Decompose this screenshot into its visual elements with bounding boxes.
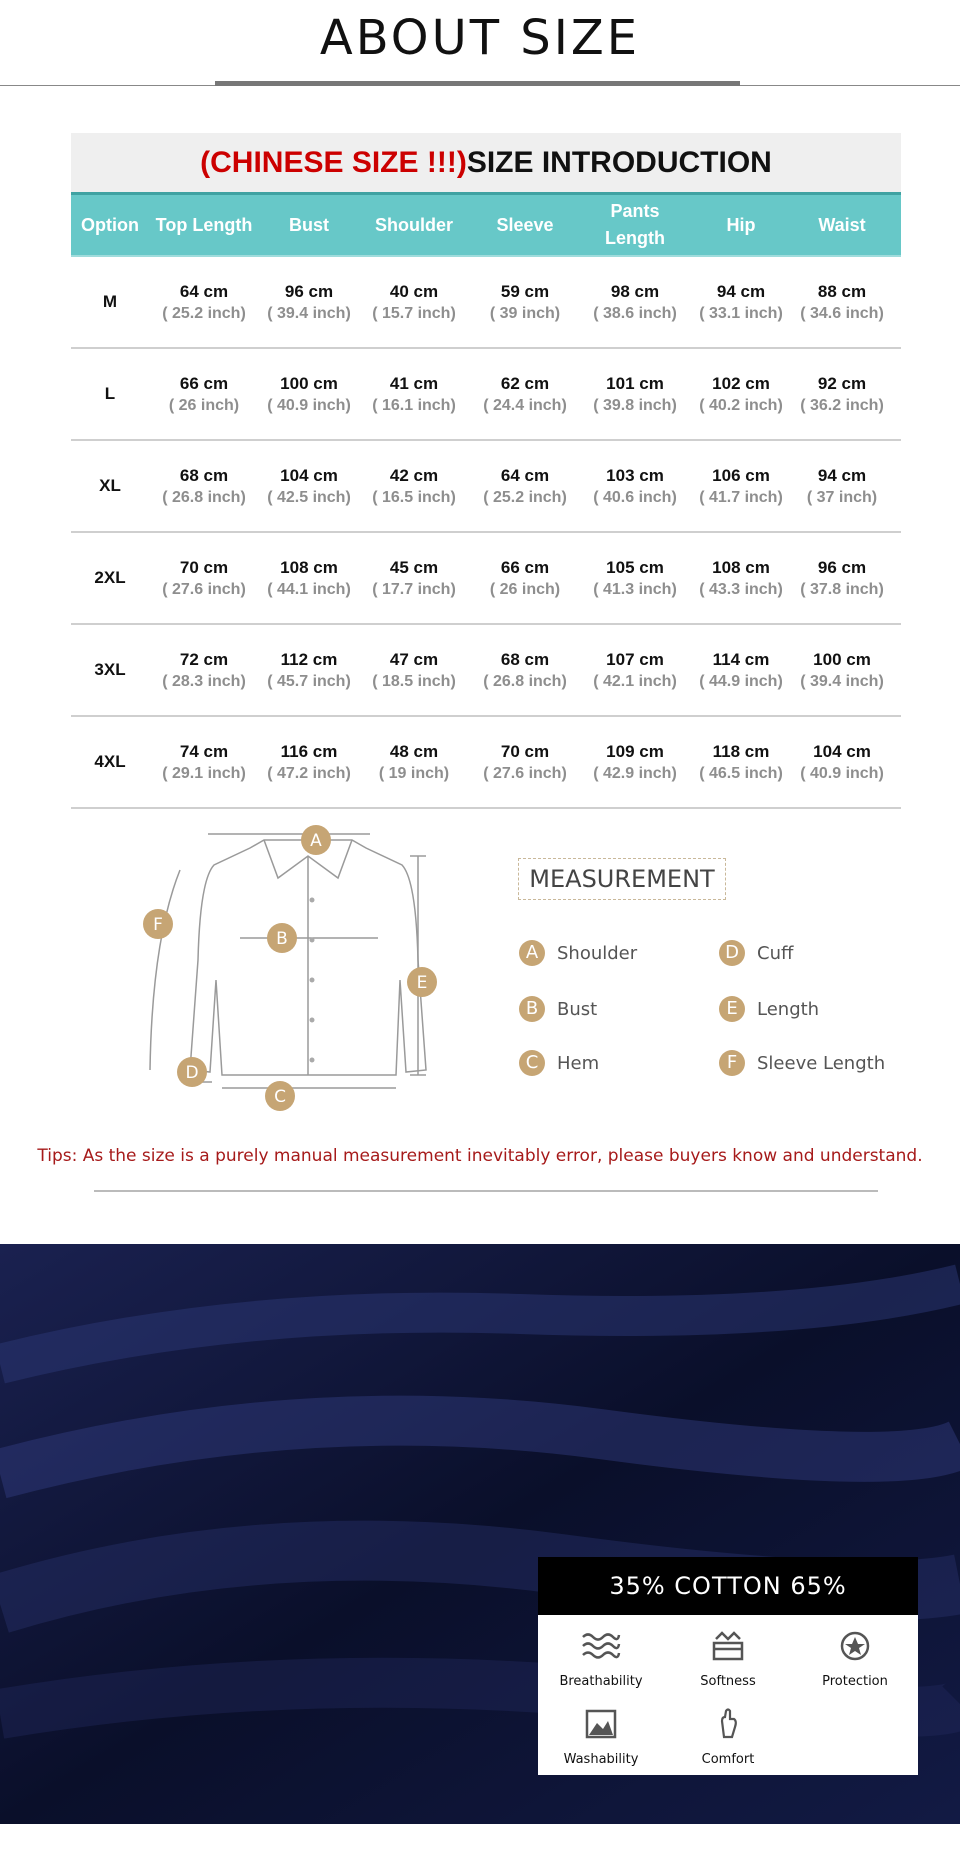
cm-value: 114 cm	[712, 649, 770, 669]
measurement-cell	[469, 441, 581, 531]
size-label-cell	[71, 625, 149, 715]
measurement-cell	[359, 625, 469, 715]
legend-item-hem	[519, 1050, 599, 1076]
measurement-cell	[793, 625, 891, 715]
measurement-cell	[259, 349, 359, 439]
inch-value: ( 34.6 inch)	[800, 304, 884, 322]
cm-value: 94 cm	[817, 465, 867, 485]
feature-label: Softness	[700, 1674, 756, 1689]
cm-value: 107 cm	[606, 649, 664, 669]
cm-value: 64 cm	[500, 465, 550, 485]
cm-value: 68 cm	[500, 649, 550, 669]
shirt-outline-icon	[150, 830, 426, 1088]
inch-value: ( 38.6 inch)	[593, 304, 677, 322]
cm-value: 66 cm	[179, 373, 229, 393]
feature-label: Comfort	[701, 1752, 755, 1767]
size-label-cell	[71, 533, 149, 623]
cm-value: 47 cm	[389, 649, 439, 669]
inch-value: ( 26.8 inch)	[483, 672, 567, 690]
measurement-cell	[793, 441, 891, 531]
measurement-cell	[359, 349, 469, 439]
size-label-cell	[71, 349, 149, 439]
inch-value: ( 40.9 inch)	[267, 396, 351, 414]
measurement-cell	[581, 533, 689, 623]
measurement-cell	[359, 257, 469, 347]
inch-value: ( 16.5 inch)	[372, 488, 456, 506]
legend-label: Sleeve Length	[757, 1052, 886, 1074]
legend-marker: E	[719, 996, 745, 1022]
cm-value: 42 cm	[389, 465, 439, 485]
cm-value: 116 cm	[280, 741, 338, 761]
measurement-cell	[359, 717, 469, 807]
table-row	[71, 349, 901, 441]
measurement-cell	[469, 625, 581, 715]
protection-icon	[835, 1629, 875, 1663]
legend-label: Length	[757, 998, 820, 1020]
feature-washability	[538, 1707, 664, 1767]
measurement-cell	[793, 533, 891, 623]
cm-value: 108 cm	[280, 557, 338, 577]
measurement-cell	[581, 625, 689, 715]
inch-value: ( 47.2 inch)	[267, 764, 351, 782]
inch-value: ( 42.5 inch)	[267, 488, 351, 506]
measurement-cell	[259, 441, 359, 531]
cm-value: 48 cm	[389, 741, 439, 761]
inch-value: ( 24.4 inch)	[483, 396, 567, 414]
measurement-cell	[793, 257, 891, 347]
measurement-cell	[359, 533, 469, 623]
tips-text: Tips: As the size is a purely manual measurement inevitably error, please buyers know and understand.	[37, 1146, 923, 1166]
measurement-cell	[581, 441, 689, 531]
inch-value: ( 26 inch)	[489, 580, 561, 598]
inch-value: ( 41.3 inch)	[593, 580, 677, 598]
cm-value: 64 cm	[179, 281, 229, 301]
cm-value: 72 cm	[179, 649, 229, 669]
legend-item-cuff	[719, 940, 793, 966]
shirt-buttons	[310, 898, 315, 1063]
measurement-cell	[359, 441, 469, 531]
column-header-top-length: Top Length	[155, 214, 253, 235]
cm-value: 88 cm	[817, 281, 867, 301]
shirt-measurement-diagram	[130, 820, 450, 1120]
inch-value: ( 28.3 inch)	[162, 672, 246, 690]
measurement-cell	[581, 257, 689, 347]
page-title: ABOUT SIZE	[319, 10, 641, 66]
cm-value: 103 cm	[606, 465, 664, 485]
marker-d-label: D	[185, 1063, 199, 1083]
inch-value: ( 26 inch)	[168, 396, 240, 414]
measurement-cell	[581, 349, 689, 439]
inch-value: ( 40.9 inch)	[800, 764, 884, 782]
legend-marker: B	[519, 996, 545, 1022]
measurement-cell	[259, 533, 359, 623]
legend-marker: F	[719, 1050, 745, 1076]
column-header-hip: Hip	[726, 214, 756, 235]
feature-breathability	[538, 1629, 664, 1689]
table-row	[71, 441, 901, 533]
cm-value: 112 cm	[280, 649, 338, 669]
cm-value: 96 cm	[284, 281, 334, 301]
chinese-size-note: (CHINESE SIZE !!!)	[200, 146, 467, 179]
cm-value: 40 cm	[389, 281, 439, 301]
measurement-cell	[259, 717, 359, 807]
inch-value: ( 19 inch)	[378, 764, 450, 782]
inch-value: ( 36.2 inch)	[800, 396, 884, 414]
cm-value: 106 cm	[712, 465, 770, 485]
composition-title: 35% COTTON 65%	[538, 1557, 918, 1615]
inch-value: ( 33.1 inch)	[699, 304, 783, 322]
inch-value: ( 39.4 inch)	[267, 304, 351, 322]
washability-icon	[581, 1707, 621, 1741]
legend-item-sleeve-length	[719, 1050, 885, 1076]
cm-value: 45 cm	[389, 557, 439, 577]
header-underline-bar	[215, 81, 740, 86]
tips-divider	[94, 1190, 878, 1192]
measurement-cell	[793, 717, 891, 807]
inch-value: ( 27.6 inch)	[483, 764, 567, 782]
legend-label: Bust	[557, 998, 598, 1020]
size-label-cell	[71, 257, 149, 347]
size-label: L	[104, 384, 116, 403]
feature-label: Protection	[822, 1674, 888, 1689]
inch-value: ( 16.1 inch)	[372, 396, 456, 414]
inch-value: ( 26.8 inch)	[162, 488, 246, 506]
inch-value: ( 17.7 inch)	[372, 580, 456, 598]
cm-value: 66 cm	[500, 557, 550, 577]
measurement-cell	[149, 533, 259, 623]
legend-label: Shoulder	[557, 942, 638, 964]
size-table	[71, 133, 901, 809]
cm-value: 118 cm	[712, 741, 770, 761]
inch-value: ( 15.7 inch)	[372, 304, 456, 322]
cm-value: 100 cm	[280, 373, 338, 393]
cm-value: 102 cm	[712, 373, 770, 393]
column-header-bust: Bust	[289, 214, 329, 235]
cm-value: 104 cm	[280, 465, 338, 485]
measurement-cell	[689, 717, 793, 807]
inch-value: ( 37 inch)	[806, 488, 878, 506]
size-table-header	[71, 192, 901, 257]
feature-comfort	[665, 1707, 791, 1767]
size-table-title	[71, 133, 901, 192]
column-header-waist: Waist	[818, 214, 866, 235]
inch-value: ( 25.2 inch)	[162, 304, 246, 322]
measurement-cell	[469, 257, 581, 347]
measurement-cell	[149, 349, 259, 439]
size-label: 3XL	[94, 660, 126, 679]
column-header-option: Option	[81, 214, 139, 235]
measurement-cell	[689, 349, 793, 439]
cm-value: 98 cm	[610, 281, 660, 301]
feature-softness	[665, 1629, 791, 1689]
cm-value: 41 cm	[389, 373, 439, 393]
inch-value: ( 42.1 inch)	[593, 672, 677, 690]
legend-item-length	[719, 996, 819, 1022]
cm-value: 92 cm	[817, 373, 867, 393]
measurement-cell	[689, 257, 793, 347]
cm-value: 74 cm	[179, 741, 229, 761]
legend-label: Hem	[557, 1052, 600, 1074]
inch-value: ( 41.7 inch)	[699, 488, 783, 506]
size-label-cell	[71, 441, 149, 531]
marker-c-label: C	[274, 1087, 286, 1107]
measurement-cell	[793, 349, 891, 439]
marker-a-label: A	[310, 831, 322, 851]
inch-value: ( 39 inch)	[489, 304, 561, 322]
measurement-cell	[259, 257, 359, 347]
measurement-cell	[689, 441, 793, 531]
inch-value: ( 45.7 inch)	[267, 672, 351, 690]
inch-value: ( 44.1 inch)	[267, 580, 351, 598]
size-label: 4XL	[94, 752, 126, 771]
size-label: XL	[99, 476, 121, 495]
cm-value: 108 cm	[712, 557, 770, 577]
cm-value: 104 cm	[813, 741, 871, 761]
column-header-pants-length: Pants Length	[605, 201, 665, 248]
marker-b-label: B	[276, 929, 288, 949]
table-row	[71, 625, 901, 717]
measurement-cell	[149, 625, 259, 715]
legend-marker: A	[519, 940, 545, 966]
cm-value: 94 cm	[716, 281, 766, 301]
size-label: 2XL	[94, 568, 126, 587]
table-row	[71, 533, 901, 625]
cm-value: 59 cm	[500, 281, 550, 301]
legend-item-shoulder	[519, 940, 637, 966]
legend-label: Cuff	[757, 942, 794, 964]
column-header-sleeve: Sleeve	[496, 214, 554, 235]
measurement-cell	[581, 717, 689, 807]
inch-value: ( 18.5 inch)	[372, 672, 456, 690]
size-introduction-label: SIZE INTRODUCTION	[466, 146, 772, 179]
legend-marker: D	[719, 940, 745, 966]
marker-e-label: E	[416, 973, 428, 993]
table-row	[71, 257, 901, 349]
inch-value: ( 40.6 inch)	[593, 488, 677, 506]
inch-value: ( 40.2 inch)	[699, 396, 783, 414]
measurement-cell	[149, 257, 259, 347]
measurement-cell	[469, 533, 581, 623]
inch-value: ( 44.9 inch)	[699, 672, 783, 690]
measurement-cell	[149, 441, 259, 531]
size-label-cell	[71, 717, 149, 807]
cm-value: 96 cm	[817, 557, 867, 577]
cm-value: 109 cm	[606, 741, 664, 761]
inch-value: ( 39.4 inch)	[800, 672, 884, 690]
cm-value: 62 cm	[500, 373, 550, 393]
cm-value: 100 cm	[813, 649, 871, 669]
hand-icon	[708, 1707, 748, 1741]
column-header-shoulder: Shoulder	[374, 214, 453, 235]
inch-value: ( 42.9 inch)	[593, 764, 677, 782]
inch-value: ( 27.6 inch)	[162, 580, 246, 598]
measurement-cell	[469, 349, 581, 439]
composition-features	[538, 1615, 918, 1775]
feature-protection	[792, 1629, 918, 1689]
measurement-cell	[149, 717, 259, 807]
feature-label: Breathability	[559, 1674, 643, 1689]
waves-icon	[581, 1629, 621, 1663]
measurement-title: MEASUREMENT	[518, 858, 726, 900]
inch-value: ( 43.3 inch)	[699, 580, 783, 598]
inch-value: ( 29.1 inch)	[162, 764, 246, 782]
cm-value: 101 cm	[606, 373, 664, 393]
measurement-cell	[259, 625, 359, 715]
legend-marker: C	[519, 1050, 545, 1076]
inch-value: ( 25.2 inch)	[483, 488, 567, 506]
table-row	[71, 717, 901, 809]
marker-f-label: F	[153, 915, 163, 935]
size-label: M	[102, 292, 118, 311]
feature-label: Washability	[563, 1752, 639, 1767]
cm-value: 105 cm	[606, 557, 664, 577]
measurement-cell	[689, 533, 793, 623]
measurement-cell	[689, 625, 793, 715]
size-table-body	[71, 257, 901, 809]
cm-value: 70 cm	[500, 741, 550, 761]
inch-value: ( 37.8 inch)	[800, 580, 884, 598]
inch-value: ( 46.5 inch)	[699, 764, 783, 782]
cm-value: 68 cm	[179, 465, 229, 485]
measurement-cell	[469, 717, 581, 807]
cm-value: 70 cm	[179, 557, 229, 577]
inch-value: ( 39.8 inch)	[593, 396, 677, 414]
softness-icon	[708, 1629, 748, 1663]
legend-item-bust	[519, 996, 597, 1022]
